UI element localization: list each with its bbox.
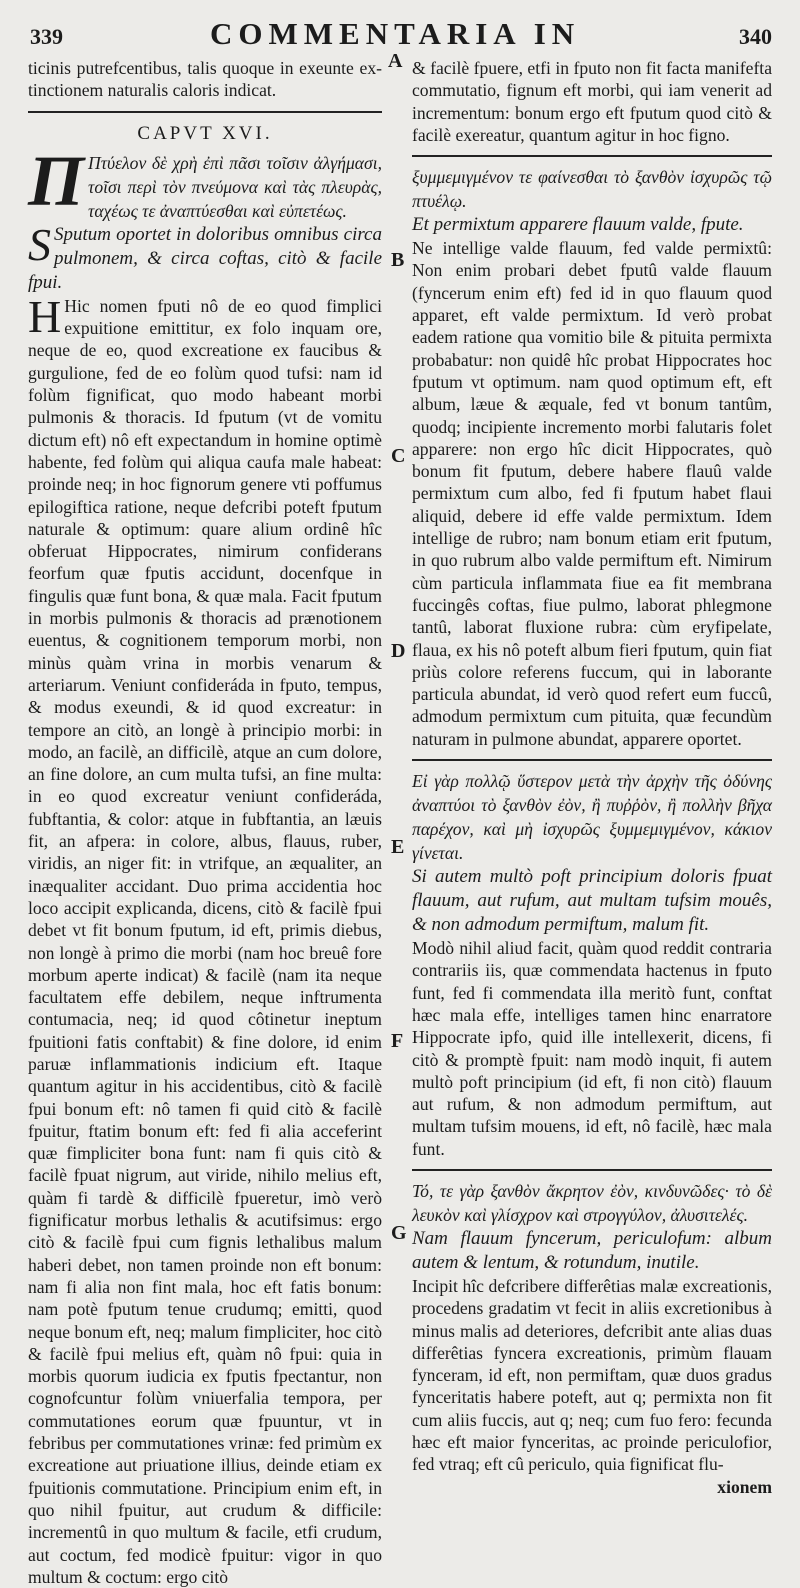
section-rule [412, 759, 772, 761]
margin-letter-f: F [391, 1030, 404, 1052]
catchword: xionem [717, 1476, 772, 1497]
chapter-heading: CAPVT XVI. [137, 122, 273, 144]
drop-cap-s: S [28, 218, 51, 270]
latin-lemma: Nam flauum fyncerum, periculofum: album autem & lentum, & rotundum, inutile. [412, 1227, 772, 1273]
latin-lemma: Si autem multò poft principium doloris fpuat flauum, aut rufum, aut multam tufsim mouês, & non admodum permiftum, malum fit. [412, 866, 772, 936]
right-intro-text: & facilè fpuere, etfi in fputo non fit facta manifefta commutatio, fignum eft morbi, qui iam venerit ad incrementum: bonum ergo eft fputum quod citò & facilè exereatur, quantum agitur in hoc figno. [412, 58, 772, 145]
greek-aphorism [28, 140, 382, 223]
section-rule [412, 155, 772, 157]
drop-cap-pi: Π [28, 140, 85, 221]
greek-aphorism-text: Πτύελον δὲ χρὴ ἐπὶ πᾶσι τοῖσιν ἀλγήμασι, τοῖσι περὶ τὸν πνεύμονα καὶ τὰς πλευρὰς, ταχέως τε ἀναπτύεσθαι καὶ εὐπετέως. [88, 152, 382, 221]
commentary-text: Ne intellige valde flauum, fed valde permixtû: Non enim probari debet fputû valde flauum (fyncerum enim eft) fed id in quo flauum quod apparet, eft valde permixtum. Id verò probat eadem ratione qua vomitio bile & pituita permixta probabatur: non quidê hîc probat Hippocrates hoc fputum vt optimum. nam quod optimum eft, eft album, læue & æquale, fed vt bonum tantûm, quodq; incipiente incremento morbi falutaris folet apparere: non ergo hîc dicit Hippocrates, quò bonum fit fputum, debere habere flauû valde permixtum cum albo, fed fi fputum habet flaui aliquid, debere id effe valde permixtum. Idem intellige de rubro; nam bonum etiam erit fputum, in quo rubrum albo valde permiftum eft. Nimirum cùm particula inflammata fiue ea fit membrana fuccingês coftas, fiue pulmo, laborat phlegmone tantû, laborat fluxione rubra: cùm eryfipelate, flaua, ex his nô poteft album fieri fputum, quin fiat priùs colore referens fuccum, qui in laborante particula abundat, id verò quod refert eum fuccû, admodum permixtum cum pituita, quæ fecundùm naturam in pulmone abundat, apparere oportet. [412, 238, 772, 749]
left-intro-text: ticinis putrefcentibus, talis quoque in exeunte ex-tinctionem naturalis caloris indicat. [28, 58, 382, 101]
left-column [28, 57, 382, 1588]
commentary-text [28, 290, 382, 1588]
margin-letter-c: C [391, 445, 406, 467]
greek-aphorism: Εἰ γὰρ πολλῷ ὕστερον μετὰ τὴν ἀρχὴν τῆς ὀδύνης ἀναπτύοι τὸ ξανθὸν ἐὸν, ἢ πυῤῥὸν, ἢ πολλὴν βῆχα παρέχον, καὶ μὴ ἰσχυρῶς ξυμμεμιγμένον, κάκιον γίνεται. [412, 771, 772, 864]
latin-lemma-text: Sputum oportet in doloribus omnibus circa pulmonem, & circa coftas, citò & facile fpui. [28, 223, 382, 293]
running-header [0, 14, 800, 54]
commentary-body: Hic nomen fputi nô de eo quod fimplici expuitione emittitur, ex folo inquam ore, neque de eo, quod excreatione ex faucibus & gurgulione, fed de eo folùm quod tufsi: nam id folùm fignificat, quo modo habeant morbi pulmonis & thoracis. Id fputum (vt de vomitu dictum eft) nô eft expectandum in homine optimè habente, fed folùm qui aliqua caufa male habeat: proinde neq; in hoc fignorum genere vti poffumus epilogiftica ratione, neque defcribi poteft fputum naturale & optimum: quare alium ordinê hîc obferuat Hippocrates, nimirum confiderans feorfum quæ fputis accidunt, docenfque in fingulis quæ funt bona, & quæ mala. Facit fputum in morbis pulmonis & thoracis ad prænotionem euentus, & cognitionem temporum morbi, non minùs quàm vrina in morbis venarum & arteriarum. Veniunt confideráda in fputo, tempus, & modus exeundi, & id quod excreatur: in tempore an citò, an longè à principio morbi: in modo, an facilè, an difficilè, atque an cum dolore, an fine dolore, an cum multa tufsi, an fine multa: in eo quod excreatur veniunt confideráda, fubftantia, & color: atque in fubftantia, an læuis fit, an afpera: in colore, albus, flauus, ruber, viridis, an niger fit: in vtrifque, an æqualiter, an inæqualiter accidant. Duo prima accidentia hoc loco accipit explicanda, dicens, citò & facilè fpui debet vt fit bonum fputum, id eft, primis diebus, non longè à primo die morbi (nam hoc breuê fore morbum aperte indicat) & facilè (nam ita neque facultatem effe debilem, neque inftrumenta contumacia, neq; id quod côtinetur ineptum fpuitioni fatis conftabit) & fine dolore, id enim paruæ inflammationis indicium eft. Itaque quantum agitur in his accidentibus, citò & facilè fpui bonum eft: nô tamen fi quid citò & facilè fpuitur, ftatim bonum eft: fed fi alia acceferint quæ fimpliciter bona funt: nam fi quis citò & facilè fpuat nigrum, aut viride, nihilo melius eft, quàm fi tardè & difficilè fpueretur, imò verò fignificatur morbus lethalis & acutifsimus: ergo citò & facilè fpui cum fignis lethalibus malum haberi debet, non tamen proinde non eft bonum: nam fi alia non fint mala, hoc eft fatis bonum: nam potè fputum tenue crudumq; emitti, quod neque bonum eft, neq; malum fimpliciter, hoc citò & facilè fpui melius eft, quàm nô fpui: quia in morbis quorum iudicia ex fputis fpectantur, non cognofcuntur folùm vniuerfalia tempora, per commutationes eorum quæ fpuuntur, vt in febribus per commutationes vrinæ: fed primùm ex excreatione aut priuatione illius, deinde etiam ex fpuitionis commutatione. Principium enim eft, in quo nihil fpuitur, aut crudum & difficile: incrementû in quo multum & facile, etfi crudum, aut coctum, fed modicè fpuitur: vigor in quo multum & coctum: ergo citò [28, 295, 382, 1587]
commentary-text: Incipit hîc defcribere differêtias malæ excreationis, procedens gradatim vt fecit in aliis excretionibus à minus malis ad deteriores, defcribit ante alias duas differêtias fyncera excreationis, primùm flauam fynceram, id eft, non permiftam, quæ duos gradus fynceritatis habere poteft, aut q; permixta non fit cum aliis fuccis, aut q; neq; cum fuo fero: fecunda hæc eft maior fynceritas, ac proinde periculofior, fed vtraq; eft cû periculo, quia fignificat flu- [412, 1275, 772, 1475]
section-rule [412, 1169, 772, 1171]
greek-aphorism: Τό, τε γὰρ ξανθὸν ἄκρητον ἐὸν, κινδυνῶδες· τὸ δὲ λευκὸν καὶ γλίσχρον καὶ στρογγύλον, ἀλυσιτελές. [412, 1180, 772, 1225]
drop-cap-h: H [28, 290, 62, 342]
section-rule [28, 111, 382, 113]
page-number-left: 339 [30, 24, 63, 49]
right-column [412, 57, 772, 1498]
latin-lemma [28, 218, 382, 295]
margin-letter-g: G [391, 1222, 407, 1244]
page-number-right: 340 [739, 24, 772, 49]
margin-letter-e: E [391, 836, 405, 858]
margin-letter-b: B [391, 249, 405, 271]
greek-aphorism: ξυμμεμιγμένον τε φαίνεσθαι τὸ ξανθὸν ἰσχυρῶς τῷ πτυέλῳ. [412, 167, 772, 212]
commentary-text: Modò nihil aliud facit, quàm quod reddit contraria contrariis iis, quæ commendata hactenus in fputo funt, fed fi commendata illa meritò funt, conftat hæc mala effe, intelliges tamen hinc enarratore Hippocrate ipfo, quid ille intellexerit, dicens, fi citò & promptè fpuit: nam modò inquit, fi autem multò poft principium (id eft, fi non citò) flauum aut rufum, & non admodum permiftum, aut multam tufsim mouens, id eft, nô facilè, hæc mala funt. [412, 938, 772, 1159]
margin-letter-a: A [388, 50, 403, 72]
latin-lemma: Et permixtum apparere flauum valde, fpute. [412, 214, 744, 236]
running-title: COMMENTARIA IN [210, 16, 581, 51]
margin-letter-d: D [391, 640, 406, 662]
